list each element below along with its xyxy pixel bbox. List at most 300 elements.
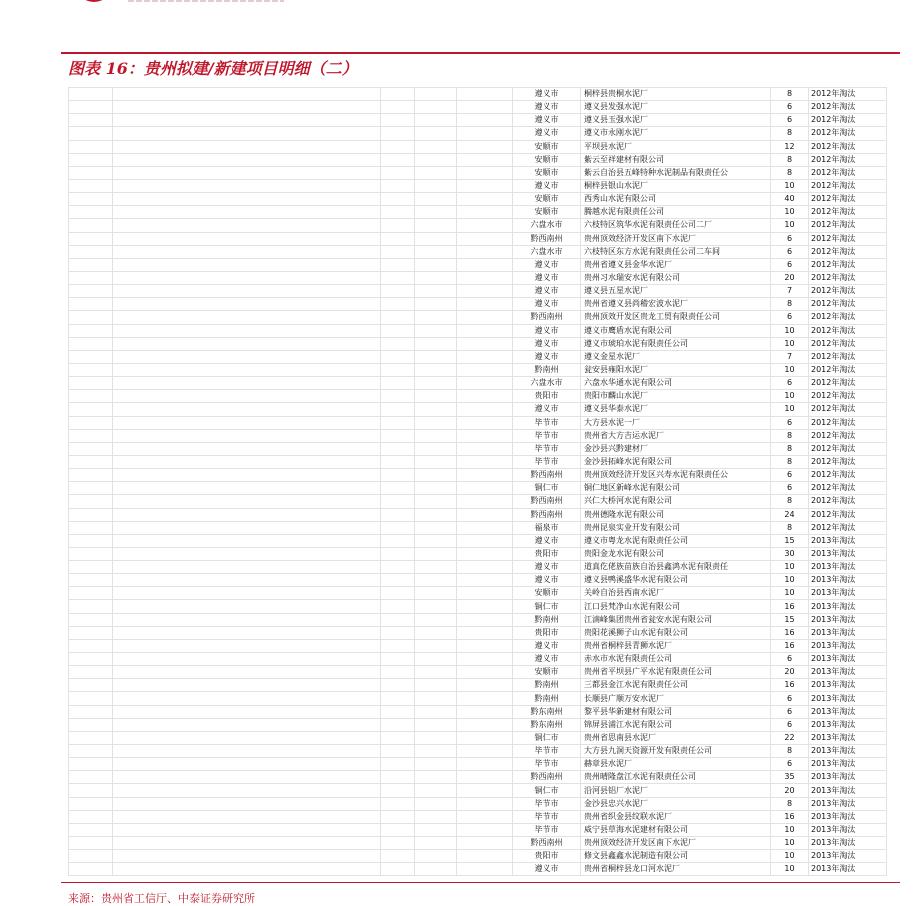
- year-cell: 2012年淘汰: [809, 285, 887, 298]
- empty-cell: [69, 324, 113, 337]
- empty-cell: [381, 521, 415, 534]
- city-cell: 遵义市: [513, 179, 581, 192]
- capacity-cell: 6: [771, 692, 809, 705]
- capacity-cell: 6: [771, 377, 809, 390]
- table-row: [69, 232, 887, 245]
- empty-cell: [415, 258, 457, 271]
- table-row: [69, 837, 887, 850]
- empty-cell: [113, 350, 381, 363]
- empty-cell: [457, 469, 513, 482]
- empty-cell: [113, 784, 381, 797]
- table-row: [69, 587, 887, 600]
- year-cell: 2012年淘汰: [809, 324, 887, 337]
- empty-cell: [415, 429, 457, 442]
- year-cell: 2012年淘汰: [809, 350, 887, 363]
- capacity-cell: 7: [771, 350, 809, 363]
- table-row: [69, 285, 887, 298]
- capacity-cell: 10: [771, 863, 809, 876]
- empty-cell: [113, 88, 381, 101]
- year-cell: 2013年淘汰: [809, 758, 887, 771]
- empty-cell: [457, 810, 513, 823]
- empty-cell: [457, 271, 513, 284]
- table-row: [69, 600, 887, 613]
- capacity-cell: 10: [771, 179, 809, 192]
- empty-cell: [415, 88, 457, 101]
- empty-cell: [113, 495, 381, 508]
- company-cell: 金沙县兴黔建材厂: [581, 442, 771, 455]
- capacity-cell: 10: [771, 337, 809, 350]
- table-row: [69, 653, 887, 666]
- city-cell: 黔西南州: [513, 508, 581, 521]
- capacity-cell: 10: [771, 574, 809, 587]
- table-row: [69, 114, 887, 127]
- empty-cell: [381, 784, 415, 797]
- table-row: [69, 547, 887, 560]
- empty-cell: [113, 469, 381, 482]
- year-cell: 2012年淘汰: [809, 140, 887, 153]
- table-row: [69, 574, 887, 587]
- year-cell: 2013年淘汰: [809, 534, 887, 547]
- empty-cell: [415, 140, 457, 153]
- empty-cell: [381, 350, 415, 363]
- year-cell: 2013年淘汰: [809, 810, 887, 823]
- city-cell: 遵义市: [513, 258, 581, 271]
- project-table-container: [68, 87, 886, 876]
- year-cell: 2012年淘汰: [809, 337, 887, 350]
- empty-cell: [415, 350, 457, 363]
- empty-cell: [415, 324, 457, 337]
- capacity-cell: 6: [771, 653, 809, 666]
- city-cell: 安顺市: [513, 666, 581, 679]
- empty-cell: [69, 271, 113, 284]
- company-cell: 六枝特区东方水泥有限责任公司二车间: [581, 245, 771, 258]
- empty-cell: [415, 508, 457, 521]
- empty-cell: [457, 534, 513, 547]
- empty-cell: [457, 179, 513, 192]
- empty-cell: [113, 285, 381, 298]
- company-cell: 贵州省桐梓县青狮水泥厂: [581, 639, 771, 652]
- empty-cell: [457, 153, 513, 166]
- year-cell: 2013年淘汰: [809, 823, 887, 836]
- year-cell: 2012年淘汰: [809, 88, 887, 101]
- year-cell: 2012年淘汰: [809, 193, 887, 206]
- year-cell: 2012年淘汰: [809, 482, 887, 495]
- city-cell: 遵义市: [513, 127, 581, 140]
- empty-cell: [415, 166, 457, 179]
- empty-cell: [415, 850, 457, 863]
- empty-cell: [381, 679, 415, 692]
- empty-cell: [69, 140, 113, 153]
- company-cell: 大方县水泥一厂: [581, 416, 771, 429]
- city-cell: 安顺市: [513, 166, 581, 179]
- empty-cell: [457, 679, 513, 692]
- year-cell: 2013年淘汰: [809, 692, 887, 705]
- empty-cell: [415, 692, 457, 705]
- empty-cell: [381, 797, 415, 810]
- empty-cell: [69, 639, 113, 652]
- empty-cell: [69, 758, 113, 771]
- empty-cell: [113, 705, 381, 718]
- empty-cell: [113, 416, 381, 429]
- year-cell: 2012年淘汰: [809, 206, 887, 219]
- empty-cell: [69, 574, 113, 587]
- empty-cell: [113, 206, 381, 219]
- year-cell: 2013年淘汰: [809, 600, 887, 613]
- city-cell: 遵义市: [513, 114, 581, 127]
- company-cell: 锦屏县浦江水泥有限公司: [581, 718, 771, 731]
- empty-cell: [69, 547, 113, 560]
- capacity-cell: 8: [771, 745, 809, 758]
- year-cell: 2013年淘汰: [809, 837, 887, 850]
- empty-cell: [113, 797, 381, 810]
- empty-cell: [415, 666, 457, 679]
- empty-cell: [113, 718, 381, 731]
- table-row: [69, 324, 887, 337]
- table-row: [69, 363, 887, 376]
- empty-cell: [381, 626, 415, 639]
- city-cell: 黔南州: [513, 613, 581, 626]
- empty-cell: [113, 521, 381, 534]
- empty-cell: [381, 771, 415, 784]
- city-cell: 贵阳市: [513, 390, 581, 403]
- empty-cell: [381, 363, 415, 376]
- empty-cell: [457, 324, 513, 337]
- empty-cell: [113, 666, 381, 679]
- company-cell: 三都县金江水泥有限责任公司: [581, 679, 771, 692]
- city-cell: 毕节市: [513, 810, 581, 823]
- table-row: [69, 810, 887, 823]
- empty-cell: [415, 679, 457, 692]
- table-row: [69, 416, 887, 429]
- empty-cell: [415, 771, 457, 784]
- empty-cell: [113, 600, 381, 613]
- year-cell: 2012年淘汰: [809, 390, 887, 403]
- empty-cell: [381, 469, 415, 482]
- empty-cell: [69, 731, 113, 744]
- empty-cell: [415, 298, 457, 311]
- city-cell: 安顺市: [513, 193, 581, 206]
- empty-cell: [69, 666, 113, 679]
- empty-cell: [415, 245, 457, 258]
- capacity-cell: 16: [771, 639, 809, 652]
- company-cell: 黎平县华新建材有限公司: [581, 705, 771, 718]
- empty-cell: [415, 863, 457, 876]
- capacity-cell: 8: [771, 797, 809, 810]
- capacity-cell: 20: [771, 784, 809, 797]
- company-cell: 贵州顶效经济开发区南下水泥厂: [581, 837, 771, 850]
- empty-cell: [381, 166, 415, 179]
- empty-cell: [415, 337, 457, 350]
- empty-cell: [113, 810, 381, 823]
- empty-cell: [113, 850, 381, 863]
- city-cell: 毕节市: [513, 455, 581, 468]
- empty-cell: [381, 193, 415, 206]
- empty-cell: [381, 758, 415, 771]
- empty-cell: [381, 88, 415, 101]
- empty-cell: [457, 863, 513, 876]
- empty-cell: [457, 521, 513, 534]
- empty-cell: [69, 810, 113, 823]
- city-cell: 遵义市: [513, 350, 581, 363]
- table-row: [69, 153, 887, 166]
- table-row: [69, 745, 887, 758]
- capacity-cell: 10: [771, 219, 809, 232]
- city-cell: 安顺市: [513, 153, 581, 166]
- year-cell: 2012年淘汰: [809, 311, 887, 324]
- capacity-cell: 10: [771, 206, 809, 219]
- empty-cell: [415, 626, 457, 639]
- empty-cell: [69, 679, 113, 692]
- company-cell: 赤水市水泥有限责任公司: [581, 653, 771, 666]
- year-cell: 2012年淘汰: [809, 271, 887, 284]
- empty-cell: [381, 403, 415, 416]
- company-cell: 贵州顶效开发区贵龙工贸有限责任公司: [581, 311, 771, 324]
- year-cell: 2012年淘汰: [809, 363, 887, 376]
- empty-cell: [457, 311, 513, 324]
- table-row: [69, 495, 887, 508]
- year-cell: 2012年淘汰: [809, 232, 887, 245]
- city-cell: 黔西南州: [513, 469, 581, 482]
- company-cell: 大方县九洞天资源开发有限责任公司: [581, 745, 771, 758]
- source-note: 来源：贵州省工信厅、中泰证券研究所: [68, 892, 255, 905]
- city-cell: 贵阳市: [513, 850, 581, 863]
- empty-cell: [69, 416, 113, 429]
- empty-cell: [457, 390, 513, 403]
- empty-cell: [113, 337, 381, 350]
- empty-cell: [113, 745, 381, 758]
- empty-cell: [381, 837, 415, 850]
- company-cell: 遵义市粤龙水泥有限责任公司: [581, 534, 771, 547]
- company-cell: 腾越水泥有限责任公司: [581, 206, 771, 219]
- year-cell: 2013年淘汰: [809, 745, 887, 758]
- table-row: [69, 429, 887, 442]
- empty-cell: [69, 298, 113, 311]
- year-cell: 2013年淘汰: [809, 863, 887, 876]
- year-cell: 2013年淘汰: [809, 850, 887, 863]
- empty-cell: [69, 482, 113, 495]
- empty-cell: [113, 363, 381, 376]
- empty-cell: [415, 285, 457, 298]
- company-cell: 遵义市永刚水泥厂: [581, 127, 771, 140]
- city-cell: 毕节市: [513, 797, 581, 810]
- empty-cell: [457, 587, 513, 600]
- city-cell: 遵义市: [513, 863, 581, 876]
- empty-cell: [457, 797, 513, 810]
- empty-cell: [381, 429, 415, 442]
- city-cell: 遵义市: [513, 271, 581, 284]
- empty-cell: [415, 403, 457, 416]
- empty-cell: [113, 166, 381, 179]
- company-cell: 铜仁地区新峰水泥有限公司: [581, 482, 771, 495]
- city-cell: 铜仁市: [513, 600, 581, 613]
- company-cell: 兴仁大桥河水泥有限公司: [581, 495, 771, 508]
- city-cell: 黔南州: [513, 679, 581, 692]
- company-cell: 桐梓县银山水泥厂: [581, 179, 771, 192]
- empty-cell: [113, 140, 381, 153]
- empty-cell: [457, 600, 513, 613]
- company-cell: 贵州顶效经济开发区兴寿水泥有限责任公: [581, 469, 771, 482]
- empty-cell: [381, 705, 415, 718]
- year-cell: 2012年淘汰: [809, 455, 887, 468]
- city-cell: 遵义市: [513, 101, 581, 114]
- table-row: [69, 206, 887, 219]
- city-cell: 遵义市: [513, 561, 581, 574]
- city-cell: 安顺市: [513, 140, 581, 153]
- empty-cell: [113, 311, 381, 324]
- table-row: [69, 666, 887, 679]
- capacity-cell: 8: [771, 153, 809, 166]
- empty-cell: [415, 731, 457, 744]
- table-row: [69, 679, 887, 692]
- city-cell: 毕节市: [513, 823, 581, 836]
- table-row: [69, 823, 887, 836]
- empty-cell: [69, 350, 113, 363]
- capacity-cell: 7: [771, 285, 809, 298]
- company-cell: 贵州昆泉实业开发有限公司: [581, 521, 771, 534]
- city-cell: 铜仁市: [513, 784, 581, 797]
- empty-cell: [415, 219, 457, 232]
- empty-cell: [69, 390, 113, 403]
- empty-cell: [415, 797, 457, 810]
- empty-cell: [457, 508, 513, 521]
- empty-cell: [69, 587, 113, 600]
- company-cell: 道真仡佬族苗族自治县鑫鸿水泥有限责任: [581, 561, 771, 574]
- capacity-cell: 10: [771, 587, 809, 600]
- empty-cell: [113, 219, 381, 232]
- empty-cell: [415, 377, 457, 390]
- empty-cell: [69, 232, 113, 245]
- company-cell: 贵州省桐梓县龙口河水泥厂: [581, 863, 771, 876]
- empty-cell: [69, 508, 113, 521]
- company-cell: 贵州省思南县水泥厂: [581, 731, 771, 744]
- empty-cell: [457, 771, 513, 784]
- empty-cell: [69, 337, 113, 350]
- capacity-cell: 6: [771, 258, 809, 271]
- empty-cell: [381, 179, 415, 192]
- empty-cell: [381, 547, 415, 560]
- city-cell: 六盘水市: [513, 245, 581, 258]
- empty-cell: [457, 705, 513, 718]
- empty-cell: [457, 666, 513, 679]
- empty-cell: [457, 101, 513, 114]
- company-cell: 遵义市琥珀水泥有限责任公司: [581, 337, 771, 350]
- empty-cell: [381, 377, 415, 390]
- table-row: [69, 718, 887, 731]
- city-cell: 安顺市: [513, 206, 581, 219]
- table-row: [69, 271, 887, 284]
- empty-cell: [381, 561, 415, 574]
- empty-cell: [415, 101, 457, 114]
- year-cell: 2013年淘汰: [809, 666, 887, 679]
- empty-cell: [113, 823, 381, 836]
- company-cell: 贵阳花溪狮子山水泥有限公司: [581, 626, 771, 639]
- empty-cell: [415, 745, 457, 758]
- capacity-cell: 20: [771, 666, 809, 679]
- company-cell: 遵义金星水泥厂: [581, 350, 771, 363]
- empty-cell: [69, 206, 113, 219]
- company-cell: 贵州省织金县纹联水泥厂: [581, 810, 771, 823]
- company-cell: 贵州晴隆盘江水泥有限责任公司: [581, 771, 771, 784]
- empty-cell: [415, 455, 457, 468]
- table-row: [69, 455, 887, 468]
- empty-cell: [69, 403, 113, 416]
- empty-cell: [381, 718, 415, 731]
- city-cell: 黔西南州: [513, 495, 581, 508]
- empty-cell: [113, 561, 381, 574]
- capacity-cell: 15: [771, 534, 809, 547]
- capacity-cell: 6: [771, 245, 809, 258]
- empty-cell: [457, 495, 513, 508]
- empty-cell: [381, 206, 415, 219]
- empty-cell: [113, 837, 381, 850]
- empty-cell: [381, 850, 415, 863]
- capacity-cell: 10: [771, 363, 809, 376]
- city-cell: 六盘水市: [513, 219, 581, 232]
- year-cell: 2013年淘汰: [809, 639, 887, 652]
- company-cell: 遵义县华泰水泥厂: [581, 403, 771, 416]
- year-cell: 2012年淘汰: [809, 101, 887, 114]
- empty-cell: [381, 482, 415, 495]
- empty-cell: [415, 705, 457, 718]
- capacity-cell: 6: [771, 482, 809, 495]
- empty-cell: [415, 561, 457, 574]
- company-cell: 贵州省大方吉运水泥厂: [581, 429, 771, 442]
- empty-cell: [381, 745, 415, 758]
- year-cell: 2013年淘汰: [809, 731, 887, 744]
- empty-cell: [381, 455, 415, 468]
- capacity-cell: 6: [771, 114, 809, 127]
- capacity-cell: 8: [771, 88, 809, 101]
- empty-cell: [113, 258, 381, 271]
- source-rule: [61, 882, 900, 883]
- city-cell: 安顺市: [513, 587, 581, 600]
- empty-cell: [381, 666, 415, 679]
- capacity-cell: 24: [771, 508, 809, 521]
- table-row: [69, 508, 887, 521]
- year-cell: 2013年淘汰: [809, 574, 887, 587]
- empty-cell: [457, 639, 513, 652]
- empty-cell: [69, 469, 113, 482]
- capacity-cell: 16: [771, 626, 809, 639]
- empty-cell: [381, 245, 415, 258]
- empty-cell: [69, 784, 113, 797]
- empty-cell: [113, 639, 381, 652]
- company-cell: 桐梓县贵桐水泥厂: [581, 88, 771, 101]
- year-cell: 2013年淘汰: [809, 784, 887, 797]
- company-cell: 赫章县水泥厂: [581, 758, 771, 771]
- company-cell: 遵义县鸭溪盛华水泥有限公司: [581, 574, 771, 587]
- table-row: [69, 797, 887, 810]
- empty-cell: [381, 639, 415, 652]
- table-row: [69, 350, 887, 363]
- empty-cell: [457, 298, 513, 311]
- empty-cell: [457, 219, 513, 232]
- project-table: [68, 87, 887, 876]
- empty-cell: [381, 495, 415, 508]
- empty-cell: [381, 298, 415, 311]
- empty-cell: [457, 758, 513, 771]
- city-cell: 遵义市: [513, 88, 581, 101]
- empty-cell: [415, 153, 457, 166]
- empty-cell: [457, 403, 513, 416]
- year-cell: 2012年淘汰: [809, 153, 887, 166]
- company-cell: 修文县鑫鑫水泥制造有限公司: [581, 850, 771, 863]
- capacity-cell: 6: [771, 705, 809, 718]
- empty-cell: [69, 534, 113, 547]
- city-cell: 黔东南州: [513, 718, 581, 731]
- empty-cell: [69, 771, 113, 784]
- empty-cell: [457, 482, 513, 495]
